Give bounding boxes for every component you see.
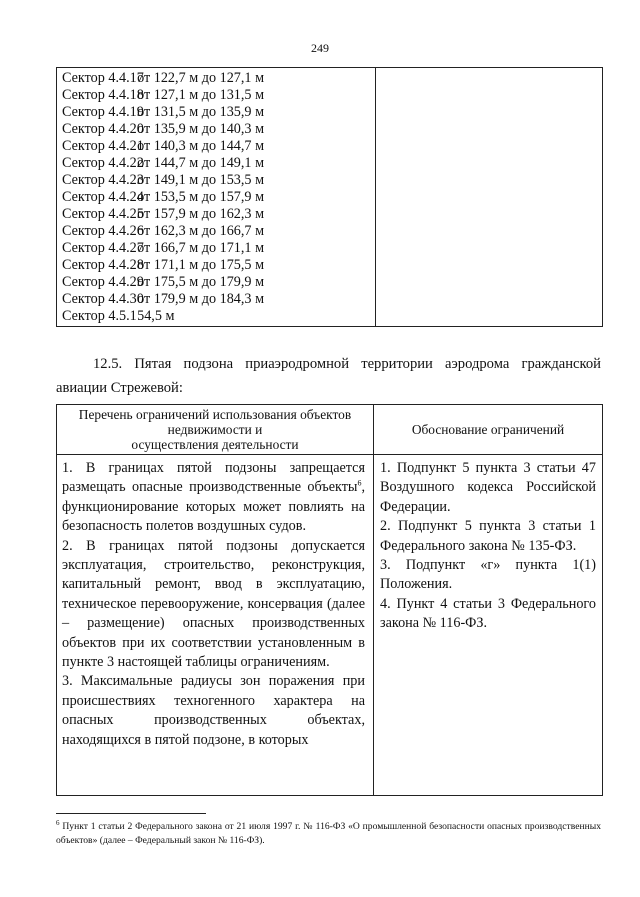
sector-row [62,291,264,308]
restriction-paragraph-3: 3. Максимальные радиусы зон поражения при происшествиях техногенного характера на опасных производственных объектах, находящихся в пятой подзоне, в которых [62,673,365,748]
sector-name: Сектор 4.4.21 [62,138,144,154]
sector-range: 54,5 м [137,308,175,324]
sector-name: Сектор 4.5.1 [62,308,137,324]
header-line: Перечень ограничений использования объектов [78,407,352,422]
sector-name: Сектор 4.4.27 [62,240,144,256]
sector-name: Сектор 4.4.25 [62,206,144,222]
paragraph-text: , функционирование которых может повлиять на безопасность полетов воздушных судов. [62,479,365,535]
footnote-separator [56,813,206,814]
sector-range: от 153,5 м до 157,9 м [137,189,265,205]
sector-range: от 140,3 м до 144,7 м [137,138,265,154]
table-column-divider [373,405,374,795]
restrictions-table [56,404,603,796]
justification-paragraph-1: 1. Подпункт 5 пункта 3 статьи 47 Воздушного кодекса Российской Федерации. [380,460,596,515]
sector-name: Сектор 4.4.23 [62,172,144,188]
table-header-divider [57,454,602,455]
sector-row [62,121,264,138]
sector-range: от 127,1 м до 131,5 м [137,87,265,103]
sector-row [62,257,264,274]
justification-paragraph-2: 2. Подпункт 5 пункта 3 статьи 1 Федерального закона № 135-ФЗ. [380,518,596,554]
sector-row [62,138,264,155]
justification-paragraph-4: 4. Пункт 4 статьи 3 Федерального закона № 116-ФЗ. [380,595,596,632]
sector-range: от 131,5 м до 135,9 м [137,104,265,120]
sector-range: от 149,1 м до 153,5 м [137,172,265,188]
sector-name: Сектор 4.4.18 [62,87,144,103]
paragraph-text: 1. В границах пятой подзоны запрещается размещать опасные производственные объекты [62,460,365,496]
sector-range: от 122,7 м до 127,1 м [137,70,265,86]
sector-range: от 162,3 м до 166,7 м [137,223,265,239]
sector-name: Сектор 4.4.29 [62,274,144,290]
table-column-divider [375,68,376,326]
sector-name: Сектор 4.4.19 [62,104,144,120]
justification-paragraph-3: 3. Подпункт «г» пункта 1(1) Положения. [380,557,596,593]
footnote-text: Пункт 1 статьи 2 Федерального закона от 21 июля 1997 г. № 116-ФЗ «О промышленной безопасности опасных производственных объектов» (далее – Федеральный закон № 116-ФЗ). [56,821,601,846]
restrictions-cell [62,459,365,750]
sector-table [56,67,603,327]
footnote [56,820,601,848]
sector-range: от 166,7 м до 171,1 м [137,240,265,256]
sector-range: от 175,5 м до 179,9 м [137,274,265,290]
sector-name: Сектор 4.4.24 [62,189,144,205]
table-header-restrictions [57,407,373,452]
sector-name: Сектор 4.4.20 [62,121,144,137]
sector-row [62,104,264,121]
restriction-paragraph-1 [62,459,365,537]
section-heading: 12.5. Пятая подзона приаэродромной территории аэродрома гражданской авиации Стрежевой: [56,356,601,396]
sector-name: Сектор 4.4.22 [62,155,144,171]
header-label: Обоснование ограничений [411,421,565,437]
sector-row [62,189,264,206]
header-line: недвижимости и [167,422,263,437]
sector-row [62,87,264,104]
sector-row [62,274,264,291]
sector-row [62,223,264,240]
sector-name: Сектор 4.4.17 [62,70,144,86]
footnote-marker: 6 [56,818,60,827]
sector-range: от 179,9 м до 184,3 м [137,291,265,307]
header-line: осуществления деятельности [131,437,299,452]
sector-name: Сектор 4.4.26 [62,223,144,239]
sector-row [62,206,264,223]
justification-cell [380,459,596,634]
sector-name: Сектор 4.4.30 [62,291,144,307]
sector-row [62,155,264,172]
sector-range: от 157,9 м до 162,3 м [137,206,265,222]
sector-row [62,240,264,257]
sector-range: от 171,1 м до 175,5 м [137,257,265,273]
sector-row [62,308,174,325]
table-header-justification [374,405,602,454]
sector-row [62,70,264,87]
page-number: 249 [311,41,329,55]
sector-range: от 135,9 м до 140,3 м [137,121,265,137]
sector-row [62,172,264,189]
sector-range: от 144,7 м до 149,1 м [137,155,265,171]
restriction-paragraph-2: 2. В границах пятой подзоны допускается эксплуатация, строительство, реконструкция, капитальный ремонт, ввод в эксплуатацию, техническое перевооружение, консервация (далее – размещение) опасных производственных объектов при их соответствии установленным в пункте 3 настоящей таблицы ограничениям. [62,537,365,671]
footnote-ref: 6 [357,478,362,488]
sector-name: Сектор 4.4.28 [62,257,144,273]
